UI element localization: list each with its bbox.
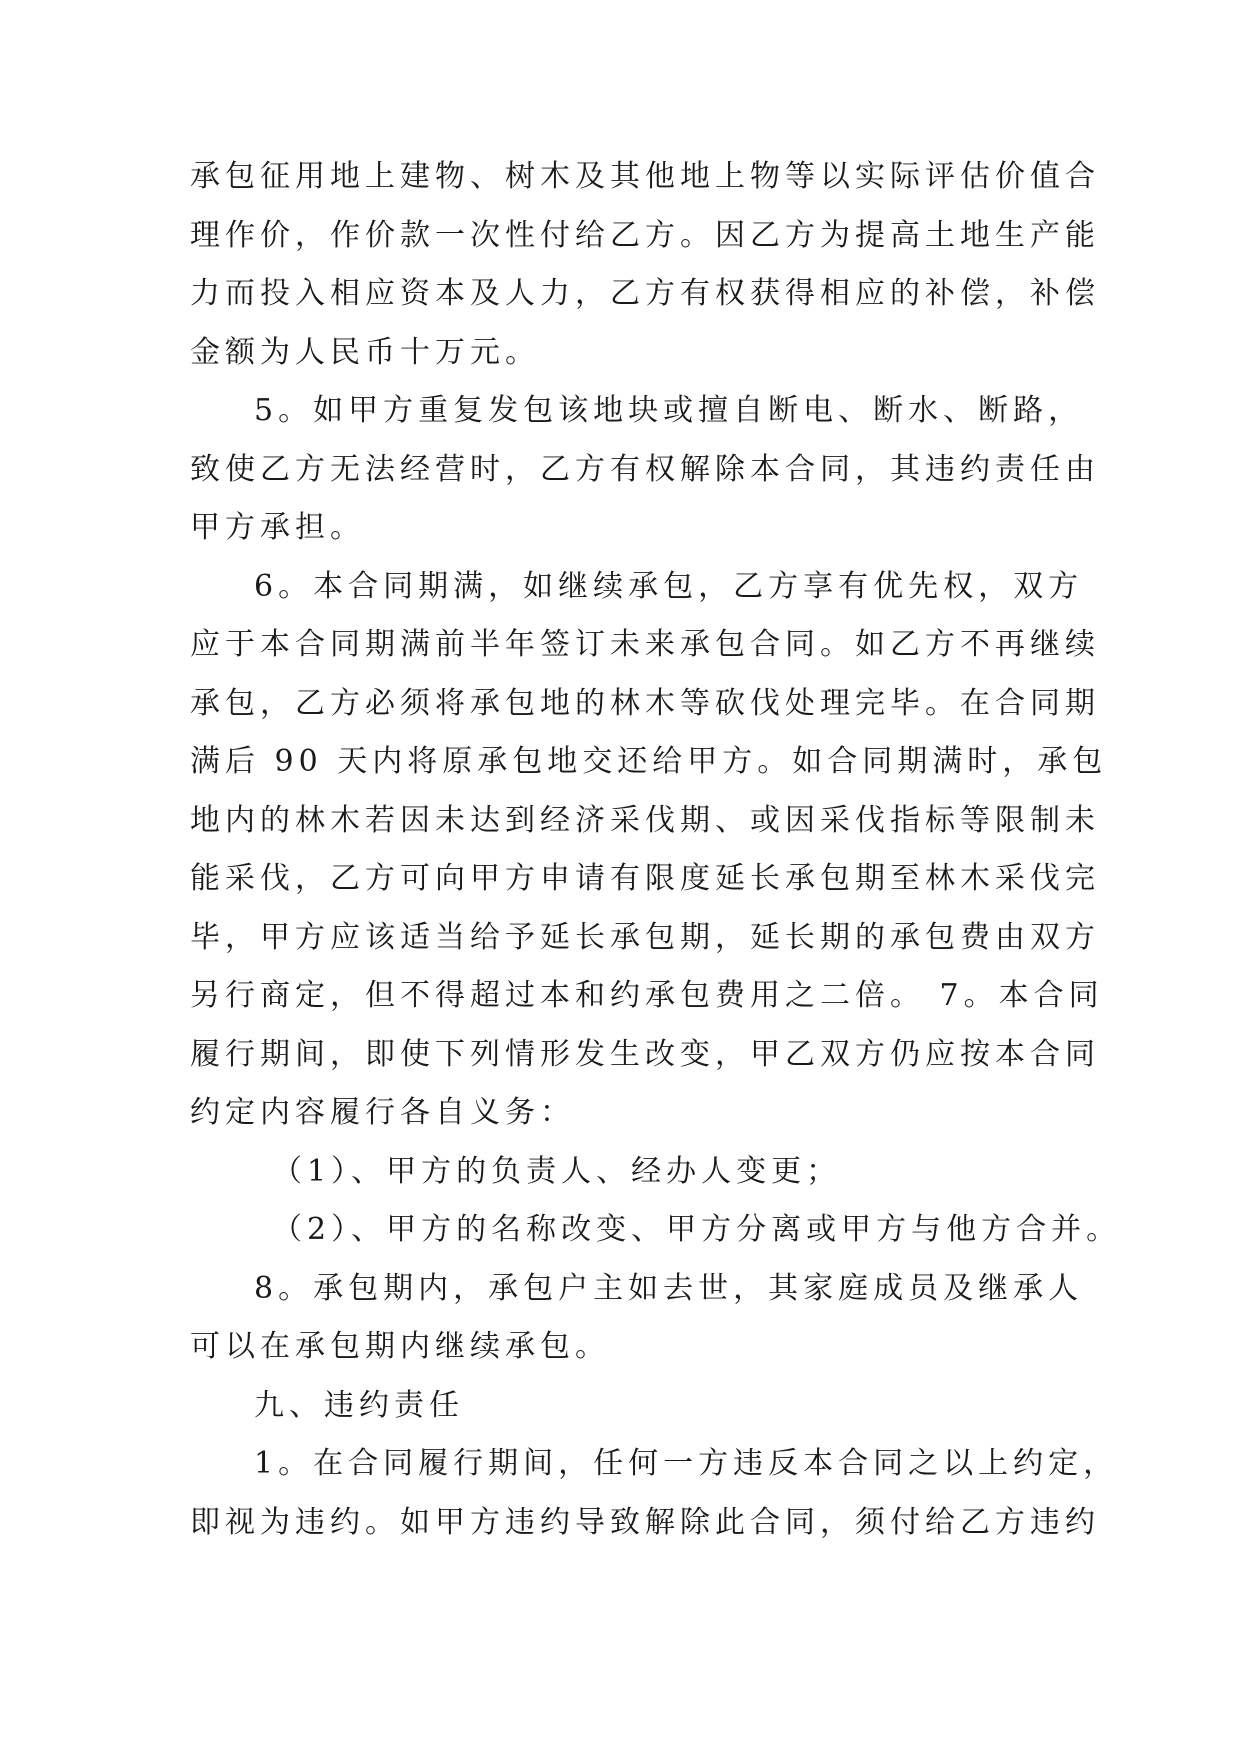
text-line: 承包征用地上建物、树木及其他地上物等以实际评估价值合 [190,159,1100,194]
text-line: 履行期间，即使下列情形发生改变，甲乙双方仍应按本合同 [190,1036,1100,1072]
text-line: 即视为违约。如甲方违约导致解除此合同，须付给乙方违约 [190,1504,1100,1540]
paragraph-clause-6-7 [190,558,1108,1143]
text-line: 能采伐，乙方可向甲方申请有限度延长承包期至林木采伐完 [190,861,1100,896]
text-line: 可以在承包期内继续承包。 [190,1329,610,1364]
paragraph-item-2 [190,1201,1122,1260]
text-line: 九、违约责任 [254,1387,464,1423]
paragraph-compensation-cont [190,148,1100,382]
document-body [190,148,1122,1552]
text-line: （2）、甲方的名称改变、甲方分离或甲方与他方合并。 [272,1212,1122,1247]
section-heading-breach [190,1377,1060,1436]
text-line: 力而投入相应资本及人力，乙方有权获得相应的补偿，补偿 [190,276,1100,311]
text-line: 6。本合同期满，如继续承包，乙方享有优先权，双方 [254,568,1084,604]
text-line: 金额为人民币十万元。 [190,334,540,370]
text-line: 1。在合同履行期间，任何一方违反本合同之以上约定， [254,1446,1119,1481]
text-line: （1）、甲方的负责人、经办人变更； [272,1153,842,1189]
text-line: 满后 90 天内将原承包地交还给甲方。如合同期满时，承包 [190,744,1108,779]
text-line: 约定内容履行各自义务： [190,1095,575,1130]
text-line: 5。如甲方重复发包该地块或擅自断电、断水、断路， [254,393,1084,428]
paragraph-breach-1 [190,1435,1119,1552]
text-line: 地内的林木若因未达到经济采伐期、或因采伐指标等限制未 [190,802,1100,838]
text-line: 毕，甲方应该适当给予延长承包期，延长期的承包费由双方 [190,919,1100,955]
text-line: 8。承包期内，承包户主如去世，其家庭成员及继承人 [254,1270,1084,1306]
paragraph-clause-8 [190,1260,1084,1377]
paragraph-item-1 [190,1143,1060,1202]
text-line: 致使乙方无法经营时，乙方有权解除本合同，其违约责任由 [190,451,1100,487]
paragraph-clause-5 [190,382,1100,558]
text-line: 甲方承担。 [190,510,365,545]
text-line: 理作价，作价款一次性付给乙方。因乙方为提高土地生产能 [190,217,1100,253]
text-line: 承包，乙方必须将承包地的林木等砍伐处理完毕。在合同期 [190,685,1100,721]
text-line: 应于本合同期满前半年签订未来承包合同。如乙方不再继续 [190,627,1100,662]
text-line: 另行商定，但不得超过本和约承包费用之二倍。 7。本合同 [190,978,1104,1013]
